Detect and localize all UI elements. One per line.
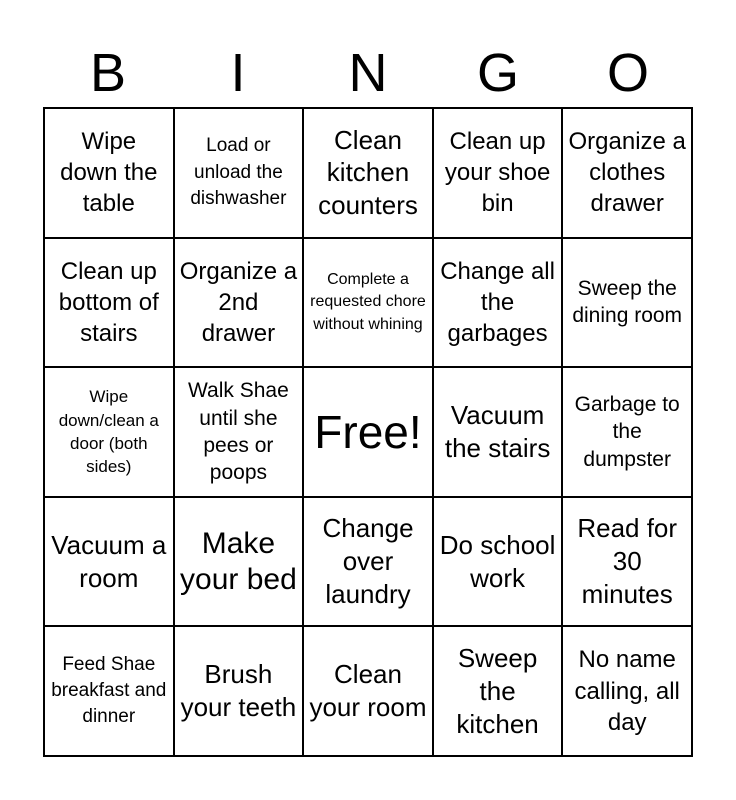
bingo-cell[interactable] xyxy=(44,626,174,756)
cell-label: Organize a 2nd drawer xyxy=(179,257,298,347)
free-space-label: Free! xyxy=(314,405,422,458)
bingo-cell[interactable] xyxy=(562,626,692,756)
bingo-cell[interactable] xyxy=(44,497,174,627)
cell-label: Change all the garbages xyxy=(440,257,555,347)
bingo-cell[interactable] xyxy=(433,238,563,368)
bingo-cell[interactable] xyxy=(174,497,304,627)
cell-label: Wipe down the table xyxy=(60,128,158,218)
bingo-cell[interactable] xyxy=(174,238,304,368)
bingo-cell[interactable] xyxy=(433,497,563,627)
bingo-cell[interactable] xyxy=(562,367,692,497)
cell-label: Load or unload the dishwasher xyxy=(190,135,287,209)
cell-label: Complete a requested chore without whining xyxy=(310,270,426,333)
cell-label: Brush your teeth xyxy=(180,659,297,723)
bingo-cell[interactable] xyxy=(44,108,174,238)
cell-label: Organize a clothes drawer xyxy=(568,128,686,218)
bingo-cell[interactable] xyxy=(562,108,692,238)
header-letter-g: G xyxy=(476,43,519,103)
cell-label: Make your bed xyxy=(180,526,297,596)
cell-label: Garbage to the dumpster xyxy=(574,393,680,471)
free-space[interactable] xyxy=(303,367,433,497)
cell-label: Vacuum a room xyxy=(51,529,167,593)
header-letter-b: B xyxy=(89,43,127,103)
cell-label: Clean kitchen counters xyxy=(318,124,418,221)
bingo-cell[interactable] xyxy=(433,626,563,756)
bingo-cell[interactable] xyxy=(174,626,304,756)
bingo-cell[interactable] xyxy=(303,626,433,756)
bingo-cell[interactable] xyxy=(303,108,433,238)
cell-label: Clean up your shoe bin xyxy=(444,128,551,218)
bingo-cell[interactable] xyxy=(433,108,563,238)
bingo-board xyxy=(43,107,693,757)
cell-label: Clean up bottom of stairs xyxy=(58,257,159,347)
bingo-header xyxy=(43,38,693,108)
bingo-cell[interactable] xyxy=(303,497,433,627)
bingo-cell[interactable] xyxy=(174,367,304,497)
cell-label: Change over laundry xyxy=(322,513,414,609)
cell-label: Walk Shae until she pees or poops xyxy=(188,379,289,485)
cell-label: Clean your room xyxy=(309,659,427,723)
cell-label: No name calling, all day xyxy=(574,646,680,736)
header-letter-i: I xyxy=(230,43,246,103)
bingo-cell[interactable] xyxy=(44,367,174,497)
cell-label: Sweep the dining room xyxy=(572,277,683,328)
bingo-cell[interactable] xyxy=(562,238,692,368)
bingo-cell[interactable] xyxy=(433,367,563,497)
header-letter-o: O xyxy=(606,43,649,103)
bingo-cell[interactable] xyxy=(562,497,692,627)
cell-label: Vacuum the stairs xyxy=(444,400,551,463)
header-letter-n: N xyxy=(348,43,388,103)
cell-label: Wipe down/clean a door (both sides) xyxy=(58,387,159,477)
bingo-cell[interactable] xyxy=(44,238,174,368)
cell-label: Feed Shae breakfast and dinner xyxy=(51,653,167,728)
cell-label: Do school work xyxy=(439,529,556,593)
cell-label: Read for 30 minutes xyxy=(577,513,678,609)
cell-label: Sweep the kitchen xyxy=(456,643,539,739)
bingo-cell[interactable] xyxy=(303,238,433,368)
bingo-cell[interactable] xyxy=(174,108,304,238)
